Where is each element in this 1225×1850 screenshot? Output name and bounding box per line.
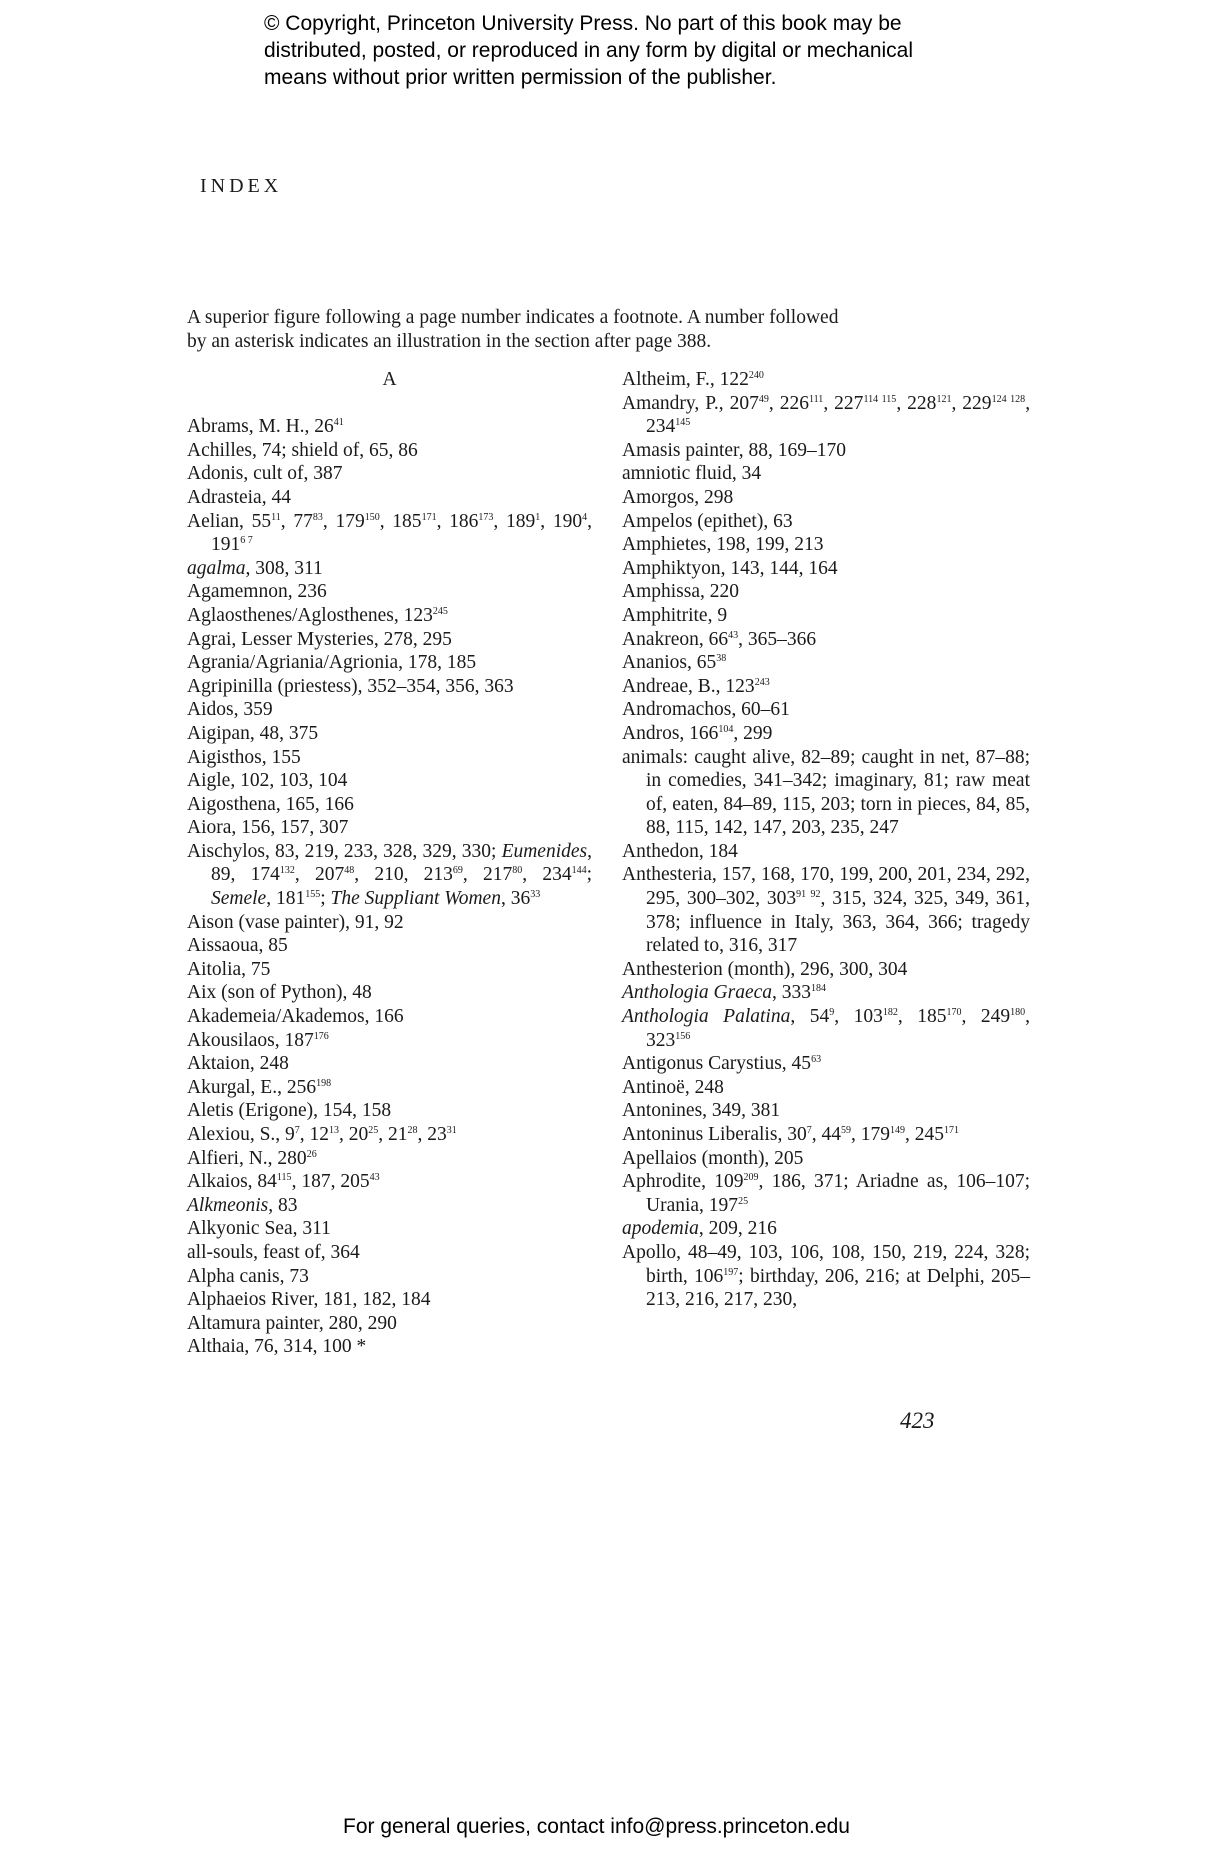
- index-entry-all-souls: all-souls, feast of, 364: [187, 1241, 360, 1263]
- index-entry-abrams: Abrams, M. H., $26^{41}$: [187, 416, 344, 438]
- index-entry-aigipan: Aigipan, 48, 375: [187, 722, 319, 744]
- footer-contact: For general queries, contact info@press.princeton.edu: [343, 1815, 850, 1838]
- index-entry-aix: Aix (son of Python), 48: [187, 982, 372, 1004]
- left-entries: [187, 415, 592, 1359]
- index-entry-aiora: Aiora, 156, 157, 307: [187, 817, 349, 839]
- index-entry-apellaios: Apellaios (month), 205: [622, 1147, 804, 1169]
- index-entry-akademeia: Akademeia/Akademos, 166: [187, 1006, 404, 1028]
- index-entry-andreae: Andreae, B., $123^{243}$: [622, 675, 770, 697]
- index-entry-aischylos: Aischylos, 83, 219, 233, 328, 329, 330; Eumenides, 89, $174^{132}$, $207^{48}$, 210, $213^{69}$, $217^{80}$, $234^{144}$; Semele, $181^{155}$; The Suppliant Women, $36^{33}$: [187, 840, 593, 910]
- index-entry-amandry: Amandry, P., $207^{49}$, $226^{111}$, $227^{114 115}$, $228^{121}$, $229^{124 128}$, $234^{145}$: [622, 392, 1031, 438]
- index-entry-alphaeios: Alphaeios River, 181, 182, 184: [187, 1289, 431, 1311]
- letter-heading: A: [382, 369, 397, 390]
- index-entry-aktaion: Aktaion, 248: [187, 1053, 289, 1075]
- index-entry-antonines: Antonines, 349, 381: [622, 1100, 781, 1122]
- index-entry-animals: animals: caught alive, 82–89; caught in net, 87–88; in comedies, 341–342; imaginary, 81; raw meat of, eaten, 84–89, 115, 203; torn in pieces, 84, 85, 88, 115, 142, 147, 203, 235, 247: [622, 746, 1030, 839]
- index-entry-andros: Andros, $166^{104}$, 299: [622, 722, 773, 744]
- index-entry-amasis: Amasis painter, 88, 169–170: [622, 439, 846, 461]
- index-entry-apodemia: apodemia, 209, 216: [622, 1218, 777, 1240]
- index-entry-aissaoua: Aissaoua, 85: [187, 935, 288, 957]
- index-title: INDEX: [200, 175, 283, 197]
- copyright-line: © Copyright, Princeton University Press. No part of this book may be: [264, 12, 902, 35]
- intro-line: by an asterisk indicates an illustration in the section after page 388.: [187, 331, 712, 352]
- index-entry-alkyonic-sea: Alkyonic Sea, 311: [187, 1218, 331, 1240]
- index-entry-aitolia: Aitolia, 75: [187, 958, 271, 980]
- index-entry-alexiou: Alexiou, S., $9^7$, $12^{13}$, $20^{25}$, $21^{28}$, $23^{31}$: [187, 1124, 457, 1145]
- index-entry-adrasteia: Adrasteia, 44: [187, 486, 291, 508]
- index-entry-amniotic: amniotic fluid, 34: [622, 463, 762, 485]
- index-entry-aigisthos: Aigisthos, 155: [187, 746, 301, 768]
- index-column-right: [622, 368, 1030, 1312]
- index-entry-alkaios: Alkaios, $84^{115}$, 187, $205^{43}$: [187, 1171, 380, 1193]
- index-entry-antinoe: Antinoë, 248: [622, 1076, 724, 1098]
- page-number: 423: [900, 1408, 935, 1433]
- index-entry-apollo: Apollo, 48–49, 103, 106, 108, 150, 219, 224, 328; birth, $106^{197}$; birthday, 206, 216; at Delphi, 205–213, 216, 217, 230,: [622, 1241, 1030, 1311]
- index-entry-amphissa: Amphissa, 220: [622, 581, 739, 603]
- index-entry-alfieri: Alfieri, N., $280^{26}$: [187, 1147, 317, 1169]
- index-entry-aidos: Aidos, 359: [187, 699, 273, 721]
- index-entry-alpha-canis: Alpha canis, 73: [187, 1265, 309, 1287]
- index-entry-akurgal: Akurgal, E., $256^{198}$: [187, 1076, 332, 1098]
- index-entry-aigosthena: Aigosthena, 165, 166: [187, 793, 354, 815]
- index-entry-althaia: Althaia, 76, 314, 100 *: [187, 1336, 367, 1358]
- index-entry-aigle: Aigle, 102, 103, 104: [187, 770, 348, 792]
- index-entry-akousilaos: Akousilaos, $187^{176}$: [187, 1029, 329, 1051]
- index-entry-agripinilla: Agripinilla (priestess), 352–354, 356, 363: [187, 675, 514, 697]
- index-entry-anakreon: Anakreon, $66^{43}$, 365–366: [622, 628, 817, 650]
- index-entry-agrania: Agrania/Agriania/Agrionia, 178, 185: [187, 652, 477, 674]
- index-entry-anthesterion: Anthesterion (month), 296, 300, 304: [622, 958, 908, 980]
- index-column-left: [187, 368, 592, 1359]
- index-entry-amorgos: Amorgos, 298: [622, 486, 734, 508]
- index-entry-antoninus: Antoninus Liberalis, $30^7$, $44^{59}$, $179^{149}$, $245^{171}$: [622, 1124, 959, 1145]
- index-entry-agamemnon: Agamemnon, 236: [187, 581, 327, 603]
- copyright-line: means without prior written permission of the publisher.: [264, 66, 777, 89]
- index-entry-amphiktyon: Amphiktyon, 143, 144, 164: [622, 557, 838, 579]
- index-entry-ampelos: Ampelos (epithet), 63: [622, 510, 793, 532]
- index-entry-anthedon: Anthedon, 184: [622, 840, 738, 862]
- index-entry-amphitrite: Amphitrite, 9: [622, 604, 728, 626]
- index-entry-alkmeonis: Alkmeonis, 83: [187, 1194, 298, 1216]
- intro-line: A superior figure following a page number indicates a footnote. A number followed: [187, 307, 839, 328]
- index-entry-amphietes: Amphietes, 198, 199, 213: [622, 534, 824, 556]
- index-entry-anthesteria: Anthesteria, 157, 168, 170, 199, 200, 201, 234, 292, 295, 300–302, $303^{91 92}$, 315, 324, 325, 349, 361, 378; influence in Italy, 363, 364, 366; tragedy related to, 316, 317: [622, 864, 1030, 957]
- right-entries: [622, 368, 1030, 1312]
- copyright-line: distributed, posted, or reproduced in any form by digital or mechanical: [264, 39, 914, 62]
- index-entry-achilles: Achilles, 74; shield of, 65, 86: [187, 439, 418, 461]
- index-entry-agalma: agalma, 308, 311: [187, 557, 323, 579]
- index-entry-aletis: Aletis (Erigone), 154, 158: [187, 1100, 392, 1122]
- index-entry-ananios: Ananios, $65^{38}$: [622, 652, 727, 674]
- index-entry-altamura: Altamura painter, 280, 290: [187, 1312, 397, 1334]
- index-intro: [187, 306, 1030, 354]
- index-entry-andromachos: Andromachos, 60–61: [622, 699, 790, 721]
- index-entry-aglaosthenes: Aglaosthenes/Aglosthenes, $123^{245}$: [187, 604, 448, 626]
- index-entry-aphrodite: Aphrodite, $109^{209}$, 186, 371; Ariadne as, 106–107; Urania, $197^{25}$: [622, 1171, 1030, 1216]
- index-entry-agrai: Agrai, Lesser Mysteries, 278, 295: [187, 628, 452, 650]
- index-entry-aelian: Aelian, $55^{11}$, $77^{83}$, $179^{150}$, $185^{171}$, $186^{173}$, $189^1$, $190^4$, $191^{6 7}$: [187, 510, 593, 556]
- index-entry-antigonus: Antigonus Carystius, $45^{63}$: [622, 1053, 822, 1075]
- index-entry-anthologia-graeca: Anthologia Graeca, $333^{184}$: [622, 982, 827, 1004]
- index-entry-aison: Aison (vase painter), 91, 92: [187, 911, 404, 933]
- copyright-notice: [264, 10, 1024, 91]
- index-entry-altheim: Altheim, F., $122^{240}$: [622, 369, 764, 390]
- index-entry-anthologia-palatina: Anthologia Palatina, $54^9$, $103^{182}$, $185^{170}$, $249^{180}$, $323^{156}$: [622, 1006, 1031, 1051]
- index-entry-adonis: Adonis, cult of, 387: [187, 463, 343, 485]
